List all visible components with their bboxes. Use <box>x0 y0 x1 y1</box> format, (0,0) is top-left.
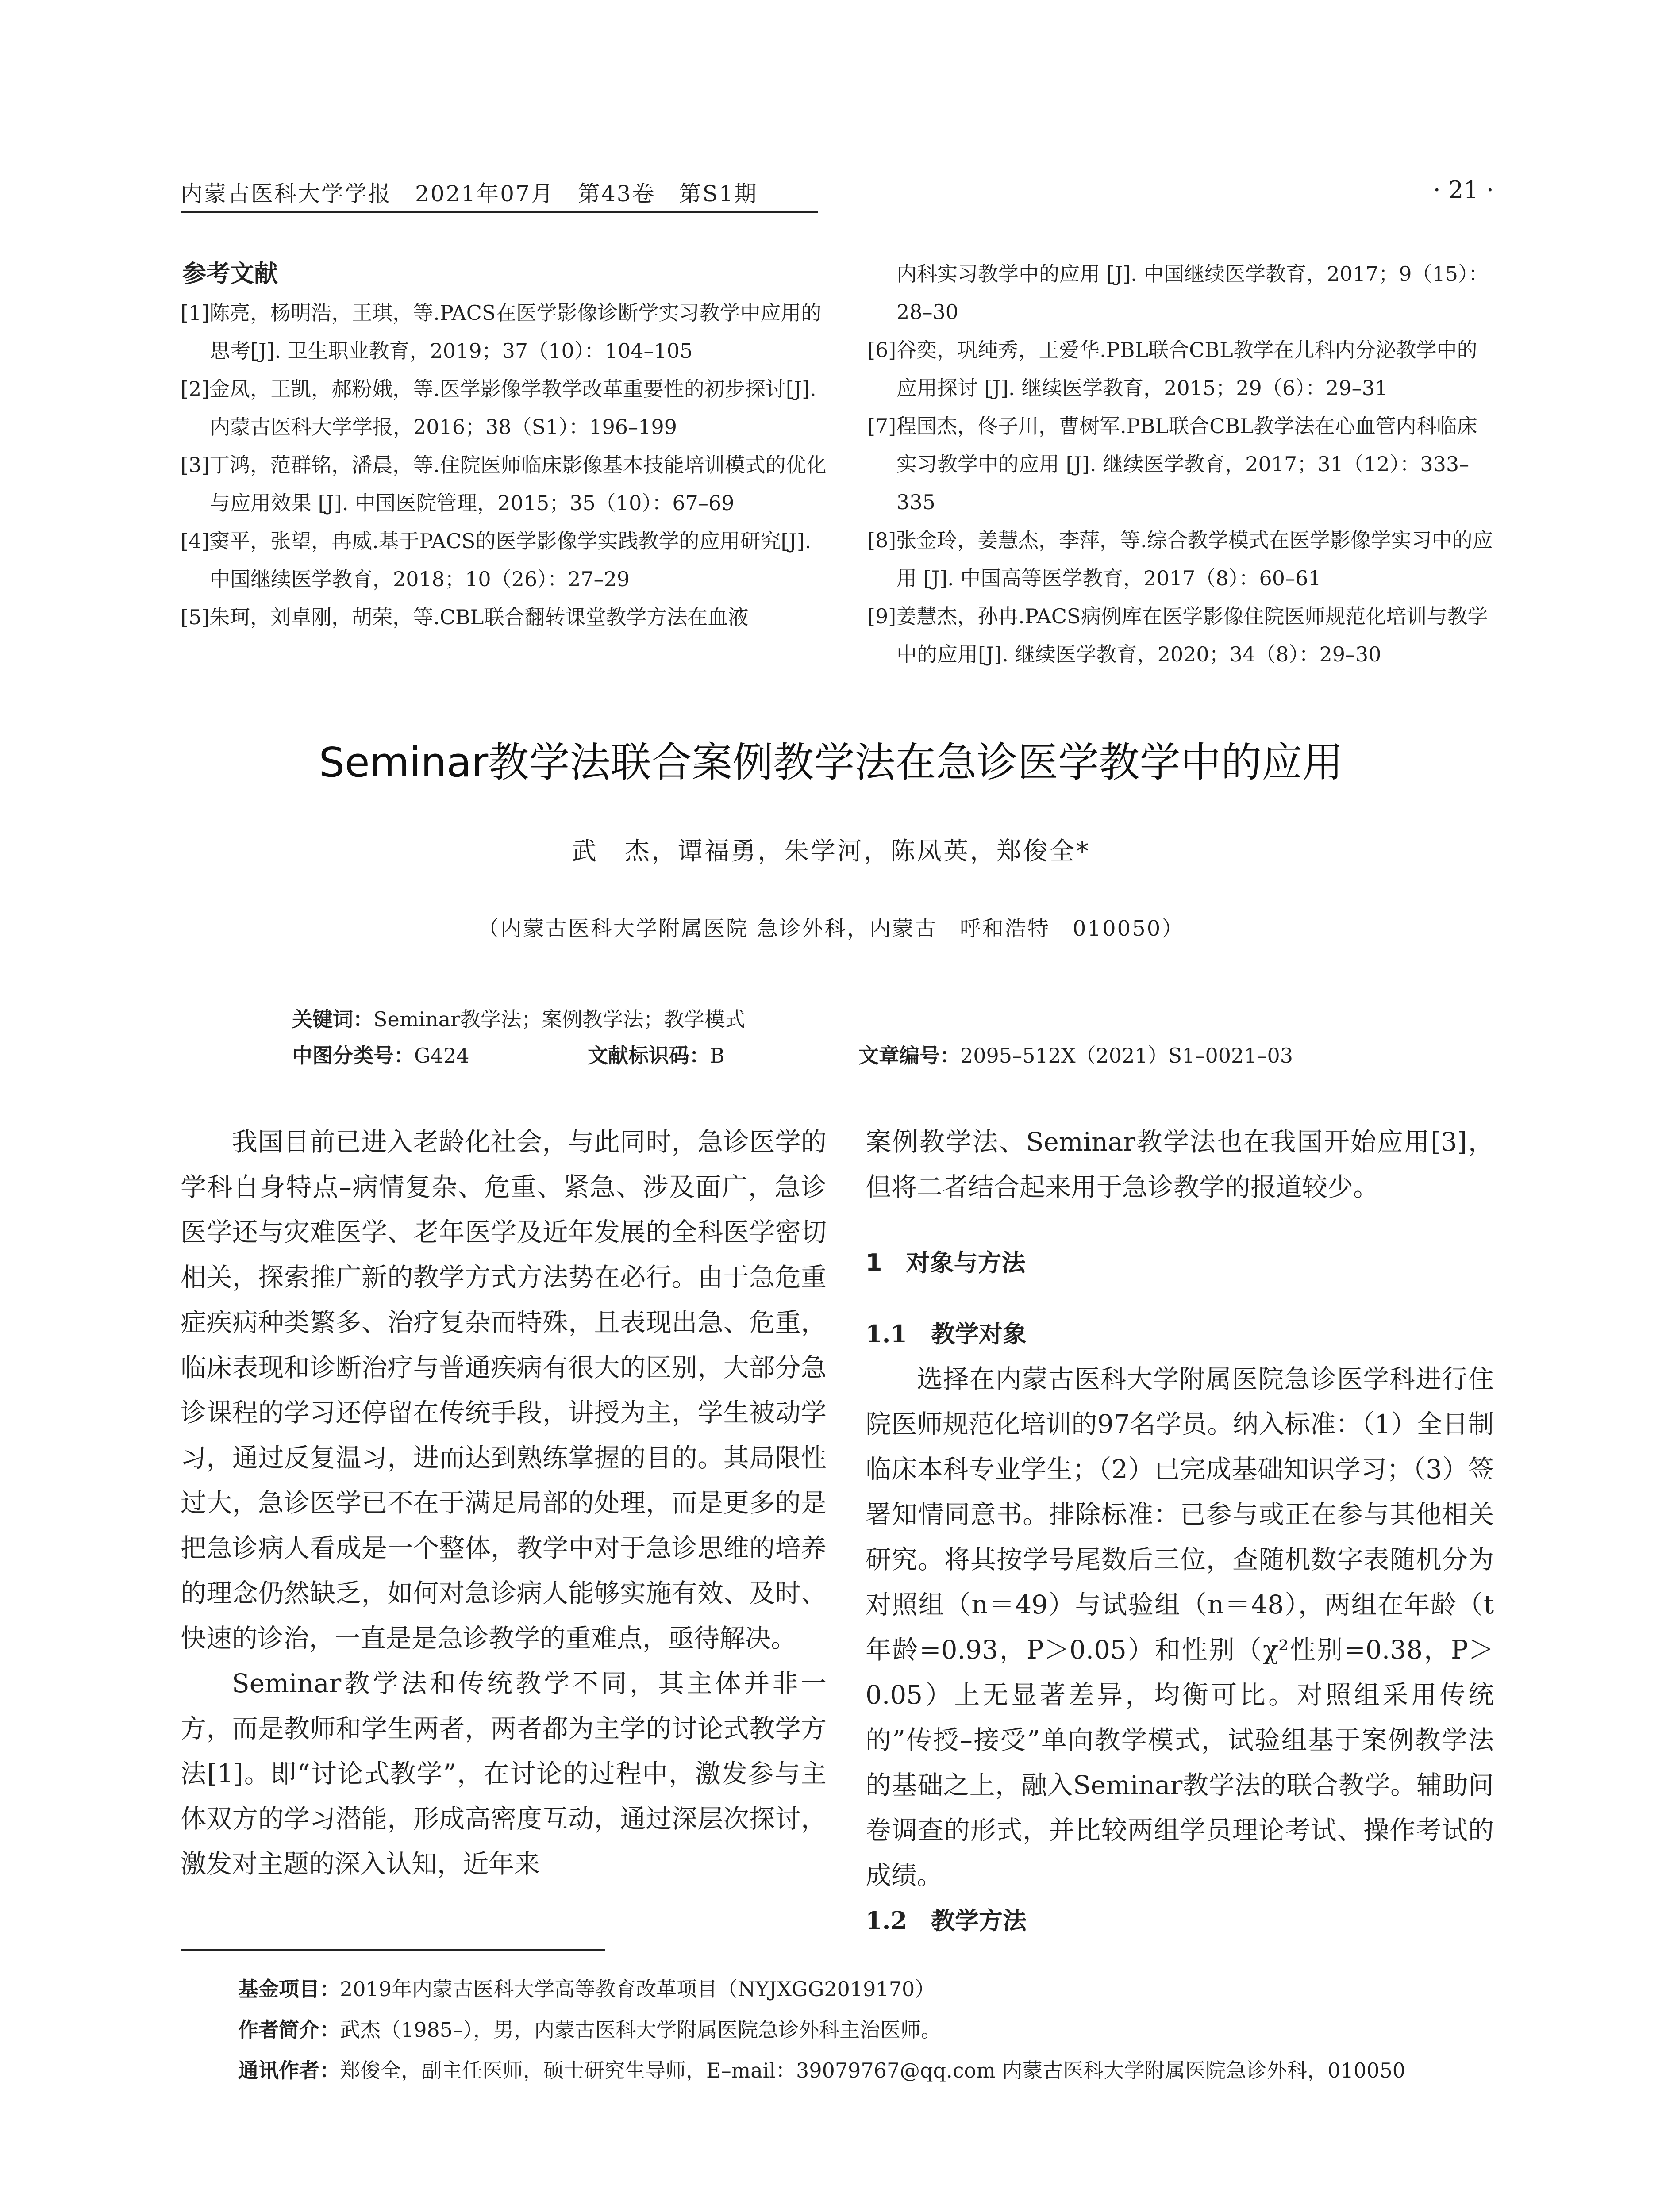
clc-line <box>292 1040 469 1069</box>
references-title: 参考文献 <box>182 260 278 288</box>
references-right-column <box>867 255 1496 673</box>
subsection-heading: 1.2 教学方法 <box>866 1906 1027 1935</box>
reference-item: [1]陈亮，杨明浩，王琪，等.PACS在医学影像诊断学实习教学中应用的思考[J]. 卫生职业教育，2019；37（10）：104–105 <box>181 301 822 363</box>
reference-item: [9]姜慧杰，孙冉.PACS病例库在医学影像住院医师规范化培训与教学中的应用[J]. 继续医学教育，2020；34（8）：29–30 <box>867 604 1488 666</box>
clc-label: 中图分类号： <box>292 1044 414 1068</box>
footnote-bio <box>238 2014 941 2043</box>
article-number-label: 文章编号： <box>858 1044 960 1068</box>
reference-item: [2]金凤，王凯，郝粉娥，等.医学影像学教学改革重要性的初步探讨[J]. 内蒙古医科大学学报，2016；38（S1）：196–199 <box>181 377 816 439</box>
section-heading: 1 对象与方法 <box>866 1249 1026 1277</box>
footnote-text: 郑俊全，副主任医师，硕士研究生导师，E–mail：39079767@qq.com 内蒙古医科大学附属医院急诊外科，010050 <box>340 2058 1405 2082</box>
reference-continuation: 内科实习教学中的应用 [J]. 中国继续医学教育，2017；9（15）：28–30 <box>896 262 1489 324</box>
doc-code-line <box>588 1040 725 1069</box>
page-number: · 21 · <box>1433 176 1494 204</box>
body-left-column <box>181 1119 827 1886</box>
body-right-column <box>866 1119 1494 1943</box>
reference-item: [8]张金玲，姜慧杰，李萍，等.综合教学模式在医学影像学实习中的应用 [J]. 中国高等医学教育，2017（8）：60–61 <box>867 528 1493 590</box>
footnote-text: 2019年内蒙古医科大学高等教育改革项目（NYJXGG2019170） <box>340 1977 935 2001</box>
header-rule <box>181 211 818 213</box>
reference-item: [7]程国杰，佟子川，曹树军.PBL联合CBL教学法在心血管内科临床实习教学中的应用 [J]. 继续医学教育，2017；31（12）：333–335 <box>867 414 1477 514</box>
keywords-label: 关键词： <box>292 1007 373 1031</box>
keywords-value: Seminar教学法；案例教学法；教学模式 <box>373 1007 746 1031</box>
reference-item: [4]窦平，张望，冉威.基于PACS的医学影像学实践教学的应用研究[J]. 中国继续医学教育，2018；10（26）：27–29 <box>181 529 812 591</box>
reference-item: [5]朱珂，刘卓刚，胡荣，等.CBL联合翻转课堂教学方法在血液 <box>181 605 749 629</box>
footnote-label: 通讯作者： <box>238 2058 340 2082</box>
clc-value: G424 <box>414 1044 469 1068</box>
footnote-text: 武杰（1985–），男，内蒙古医科大学附属医院急诊外科主治医师。 <box>340 2018 942 2042</box>
body-paragraph: 选择在内蒙古医科大学附属医院急诊医学科进行住院医师规范化培训的97名学员。纳入标准：（1）全日制临床本科专业学生；（2）已完成基础知识学习；（3）签署知情同意书。排除标准：已参与或正在参与其他相关研究。将其按学号尾数后三位，查随机数字表随机分为对照组（n＝49）与试验组（n＝48），两组在年龄（t年龄=0.93，P＞0.05）和性别（χ²性别=0.38，P＞0.05）上无显著差异，均衡可比。对照组采用传统的”传授–接受”单向教学模式，试验组基于案例教学法的基础之上，融入Seminar教学法的联合教学。辅助问卷调查的形式，并比较两组学员理论考试、操作考试的成绩。 <box>866 1364 1494 1890</box>
footnote-corresponding <box>238 2055 1405 2084</box>
running-header: 内蒙古医科大学学报 2021年07月 第43卷 第S1期 <box>181 181 758 207</box>
footnote-label: 作者简介： <box>238 2018 340 2042</box>
body-paragraph: Seminar教学法和传统教学不同，其主体并非一方，而是教师和学生两者，两者都为主学的讨论式教学方法[1]。即“讨论式教学”，在讨论的过程中，激发参与主体双方的学习潜能，形成高密度互动，通过深层次探讨，激发对主题的深入认知，近年来 <box>181 1668 827 1879</box>
keywords-line <box>292 1003 745 1033</box>
reference-item: [3]丁鸿，范群铭，潘晨，等.住院医师临床影像基本技能培训模式的优化与应用效果 [J]. 中国医院管理，2015；35（10）：67–69 <box>181 453 827 515</box>
footnote-label: 基金项目： <box>238 1977 340 2001</box>
article-number-value: 2095–512X（2021）S1–0021–03 <box>960 1044 1293 1068</box>
doc-code-value: B <box>710 1044 725 1068</box>
references-left-column <box>181 294 831 636</box>
subsection-heading: 1.1 教学对象 <box>866 1320 1027 1348</box>
body-paragraph: 案例教学法、Seminar教学法也在我国开始应用[3]，但将二者结合起来用于急诊教学的报道较少。 <box>866 1127 1494 1202</box>
article-number-line <box>858 1040 1293 1069</box>
body-paragraph: 我国目前已进入老龄化社会，与此同时，急诊医学的学科自身特点–病情复杂、危重、紧急、涉及面广，急诊医学还与灾难医学、老年医学及近年发展的全科医学密切相关，探索推广新的教学方式方法势在必行。由于急危重症疾病种类繁多、治疗复杂而特殊，且表现出急、危重，临床表现和诊断治疗与普通疾病有很大的区别，大部分急诊课程的学习还停留在传统手段，讲授为主，学生被动学习，通过反复温习，进而达到熟练掌握的目的。其局限性过大，急诊医学已不在于满足局部的处理，而是更多的是把急诊病人看成是一个整体，教学中对于急诊思维的培养的理念仍然缺乏，如何对急诊病人能够实施有效、及时、快速的诊治，一直是是急诊教学的重难点，亟待解决。 <box>181 1127 827 1653</box>
article-affiliation: （内蒙古医科大学附属医院 急诊外科，内蒙古 呼和浩特 010050） <box>477 916 1185 941</box>
doc-code-label: 文献标识码： <box>588 1044 710 1068</box>
article-title: Seminar教学法联合案例教学法在急诊医学教学中的应用 <box>319 739 1343 786</box>
reference-item: [6]谷奕，巩纯秀，王爱华.PBL联合CBL教学在儿科内分泌教学中的应用探讨 [J]. 继续医学教育，2015；29（6）：29–31 <box>867 338 1477 400</box>
footnote-fund <box>238 1973 935 2002</box>
footnote-rule <box>181 1949 605 1951</box>
article-authors: 武 杰，谭福勇，朱学河，陈凤英，郑俊全* <box>572 837 1090 866</box>
